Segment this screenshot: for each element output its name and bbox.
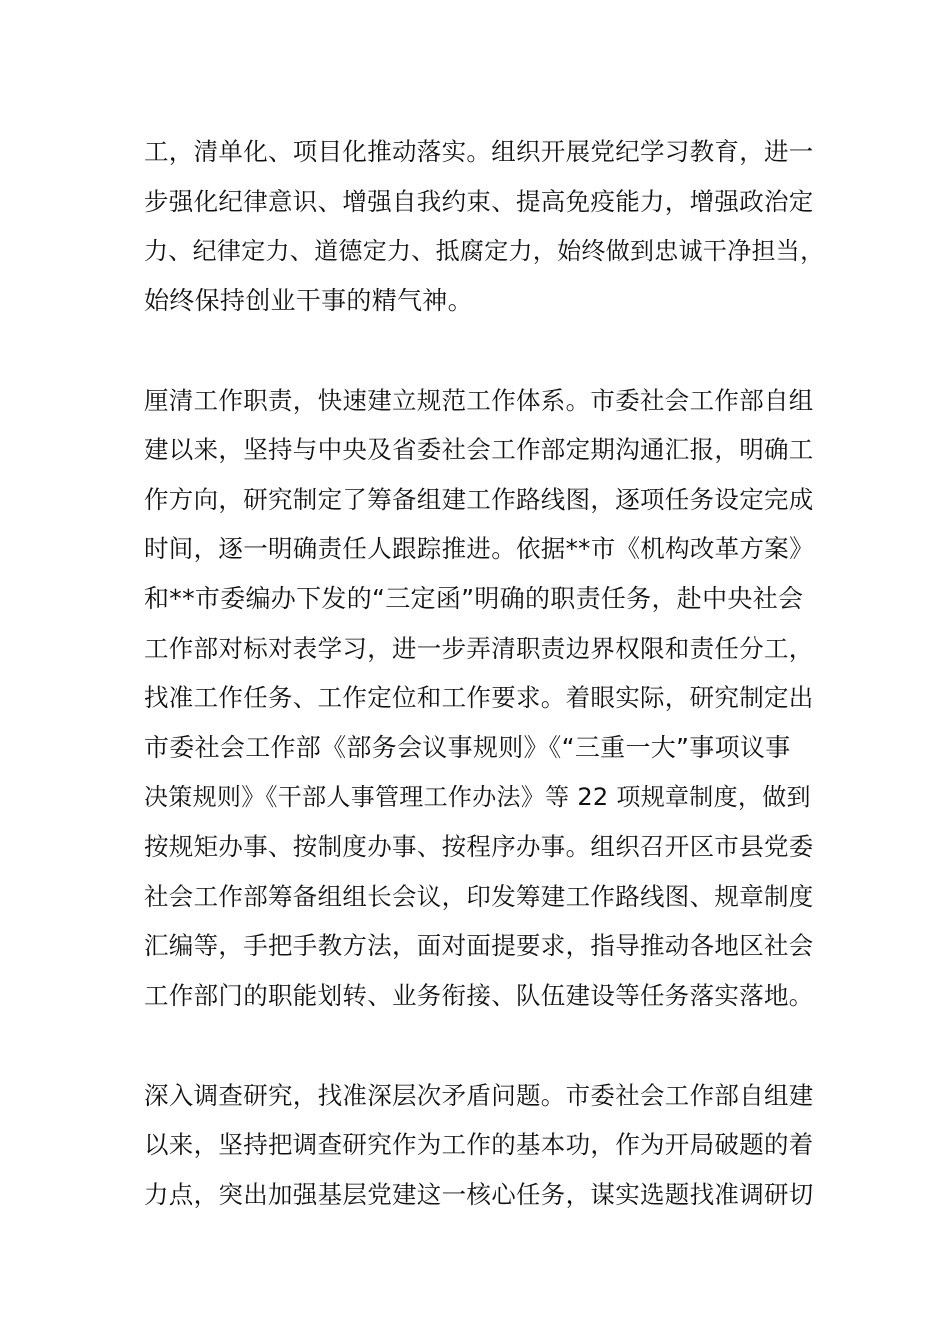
paragraph-line: 找准工作任务、工作定位和工作要求。着眼实际，研究制定出 <box>144 683 814 712</box>
paragraph-line: 按规矩办事、按制度办事、按程序办事。组织召开区市县党委 <box>144 832 814 861</box>
paragraph-line: 汇编等，手把手教方法，面对面提要求，指导推动各地区社会 <box>144 931 814 960</box>
paragraph-line: 建以来，坚持与中央及省委社会工作部定期沟通汇报，明确工 <box>144 435 814 464</box>
paragraph-line: 以来，坚持把调查研究作为工作的基本功，作为开局破题的着 <box>144 1130 814 1159</box>
paragraph-line: 深入调查研究，找准深层次矛盾问题。市委社会工作部自组建 <box>144 1081 814 1110</box>
paragraph-line: 步强化纪律意识、增强自我约束、提高免疫能力，增强政治定 <box>144 187 814 216</box>
paragraph-line: 力点，突出加强基层党建这一核心任务，谋实选题找准调研切 <box>144 1180 814 1209</box>
paragraph-line: 社会工作部筹备组组长会议，印发筹建工作路线图、规章制度 <box>144 882 814 911</box>
paragraph-line: 力、纪律定力、道德定力、抵腐定力，始终做到忠诚干净担当， <box>144 237 825 265</box>
paragraph-line: 作方向，研究制定了筹备组建工作路线图，逐项任务设定完成 <box>144 485 814 514</box>
paragraph-line: 工作部门的职能划转、业务衔接、队伍建设等任务落实落地。 <box>144 981 814 1010</box>
paragraph-line: 决策规则》《干部人事管理工作办法》等 22 项规章制度，做到 <box>144 783 811 811</box>
paragraph-line: 工，清单化、项目化推动落实。组织开展党纪学习教育，进一 <box>144 137 814 166</box>
paragraph-line: 和**市委编办下发的“三定函”明确的职责任务，赴中央社会 <box>144 584 804 613</box>
paragraph-line: 始终保持创业干事的精气神。 <box>144 286 473 315</box>
paragraph-line: 市委社会工作部《部务会议事规则》《“三重一大”事项议事 <box>144 733 791 762</box>
paragraph-line: 厘清工作职责，快速建立规范工作体系。市委社会工作部自组 <box>144 386 814 415</box>
paragraph-line: 时间，逐一明确责任人跟踪推进。依据**市《机构改革方案》 <box>144 534 814 563</box>
paragraph-line: 工作部对标对表学习，进一步弄清职责边界权限和责任分工， <box>144 634 814 663</box>
